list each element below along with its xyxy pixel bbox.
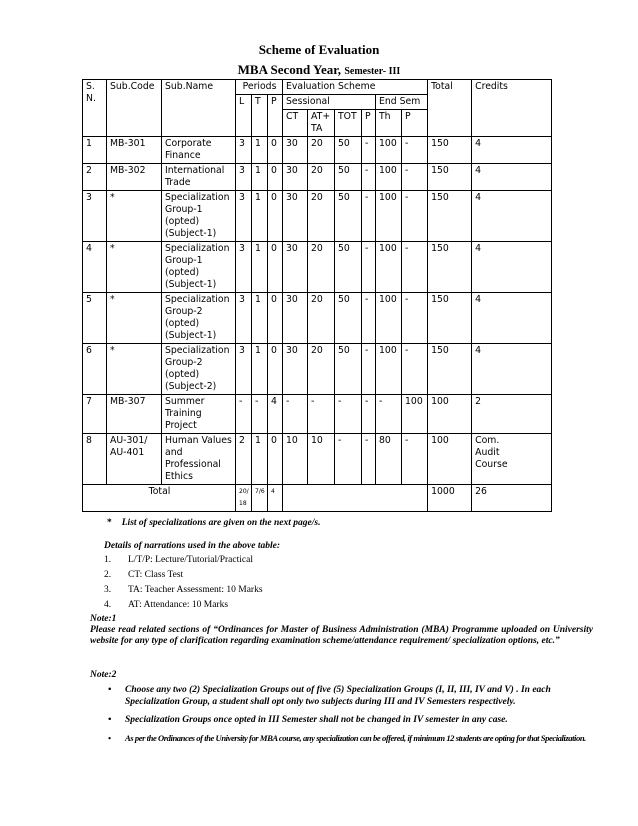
cell-th: 100 — [376, 164, 402, 191]
table-row — [83, 164, 552, 191]
cell-p: 0 — [268, 242, 283, 293]
cell-name: International Trade — [162, 164, 236, 191]
cell-credits: 4 — [472, 242, 552, 293]
cell-t: 1 — [252, 242, 268, 293]
cell-ct: - — [283, 395, 308, 434]
cell-at: 20 — [308, 242, 335, 293]
cell-th: 100 — [376, 242, 402, 293]
cell-total: 150 — [428, 293, 472, 344]
cell-p2: - — [362, 344, 376, 395]
cell-credits: 4 — [472, 137, 552, 164]
cell-p2: - — [362, 293, 376, 344]
cell-t: 1 — [252, 137, 268, 164]
table-row — [83, 242, 552, 293]
cell-l: 3 — [236, 191, 252, 242]
cell-th: 80 — [376, 434, 402, 485]
header-sno: S. N. — [83, 80, 107, 137]
cell-th: 100 — [376, 137, 402, 164]
cell-l: 2 — [236, 434, 252, 485]
cell-p2: - — [362, 434, 376, 485]
cell-name: Corporate Finance — [162, 137, 236, 164]
cell-sn: 5 — [83, 293, 107, 344]
cell-total: 150 — [428, 344, 472, 395]
cell-tot: - — [335, 395, 362, 434]
header-P: P — [268, 95, 283, 137]
list-item — [104, 568, 263, 583]
cell-sn: 2 — [83, 164, 107, 191]
note1-text: Please read related sections of “Ordinances for Master of Business Administration (MBA) Programme uploaded on University website for any type of clarification regarding examination scheme/attendance requirement/ specialization options, etc.” — [90, 625, 593, 646]
bullet-item — [90, 684, 593, 708]
page-subtitle — [0, 62, 638, 78]
cell-t: 1 — [252, 164, 268, 191]
cell-total: 150 — [428, 137, 472, 164]
cell-ct: 30 — [283, 137, 308, 164]
cell-code: * — [107, 293, 162, 344]
bullet-text: Choose any two (2) Specialization Groups out of five (5) Specialization Groups (I, II, III, IV and V) . In each Specialization Group, a student shall opt only two subjects during III and IV Semesters respectively. — [125, 685, 551, 707]
note2-heading: Note:2 — [90, 670, 117, 680]
header-periods: Periods — [236, 80, 283, 95]
cell-code: * — [107, 344, 162, 395]
bullet-item — [90, 732, 593, 744]
list-item-text: AT: Attendance: 10 Marks — [128, 600, 229, 610]
cell-l: 3 — [236, 242, 252, 293]
cell-l: - — [236, 395, 252, 434]
cell-p3: - — [402, 242, 428, 293]
cell-p3: - — [402, 137, 428, 164]
cell-l: 3 — [236, 293, 252, 344]
cell-l: 3 — [236, 344, 252, 395]
cell-name: Summer Training Project — [162, 395, 236, 434]
cell-name: Specialization Group-1 (opted) (Subject-1) — [162, 242, 236, 293]
cell-total: 150 — [428, 164, 472, 191]
list-item — [104, 553, 263, 568]
cell-at: 20 — [308, 137, 335, 164]
total-credits: 26 — [472, 485, 552, 512]
cell-p2: - — [362, 137, 376, 164]
list-item-number: 4. — [104, 600, 112, 610]
cell-sn: 7 — [83, 395, 107, 434]
cell-credits: 4 — [472, 293, 552, 344]
header-subcode: Sub.Code — [107, 80, 162, 137]
list-item — [104, 583, 263, 598]
bullet-dot-icon: • — [108, 685, 112, 695]
cell-total: 100 — [428, 395, 472, 434]
footnote-text: List of specializations are given on the next page/s. — [121, 518, 321, 528]
footnote-star: * — [107, 518, 112, 528]
bullet-text: Specialization Groups once opted in III Semester shall not be changed in IV semester in any case. — [125, 715, 508, 725]
cell-l: 3 — [236, 164, 252, 191]
header-th: Th — [376, 110, 402, 137]
list-item — [104, 598, 263, 613]
cell-tot: 50 — [335, 242, 362, 293]
cell-p3: - — [402, 293, 428, 344]
list-item-number: 2. — [104, 570, 112, 580]
table-body — [83, 80, 552, 512]
cell-sn: 1 — [83, 137, 107, 164]
header-endsem: End Sem — [376, 95, 428, 110]
subtitle-semester: Semester- III — [344, 66, 401, 77]
header-sessional: Sessional — [283, 95, 376, 110]
cell-sn: 3 — [83, 191, 107, 242]
cell-ct: 30 — [283, 242, 308, 293]
cell-credits: Com. Audit Course — [472, 434, 552, 485]
cell-ct: 30 — [283, 293, 308, 344]
bullet-dot-icon: • — [108, 715, 112, 725]
cell-name: Specialization Group-2 (opted) (Subject-2) — [162, 344, 236, 395]
list-item-number: 1. — [104, 555, 112, 565]
cell-t: 1 — [252, 344, 268, 395]
cell-credits: 4 — [472, 164, 552, 191]
cell-total: 150 — [428, 242, 472, 293]
cell-at: 20 — [308, 293, 335, 344]
cell-t: 1 — [252, 434, 268, 485]
cell-sn: 6 — [83, 344, 107, 395]
cell-l: 3 — [236, 137, 252, 164]
bullet-item — [90, 714, 593, 726]
cell-ct: 30 — [283, 164, 308, 191]
cell-name: Specialization Group-2 (opted) (Subject-1) — [162, 293, 236, 344]
cell-t: - — [252, 395, 268, 434]
table-row — [83, 293, 552, 344]
cell-total: 100 — [428, 434, 472, 485]
header-evaluation: Evaluation Scheme — [283, 80, 428, 95]
cell-p2: - — [362, 395, 376, 434]
cell-p: 0 — [268, 164, 283, 191]
cell-at: 20 — [308, 164, 335, 191]
table-row — [83, 344, 552, 395]
cell-credits: 2 — [472, 395, 552, 434]
header-p2: P — [362, 110, 376, 137]
cell-code: * — [107, 191, 162, 242]
cell-th: 100 — [376, 293, 402, 344]
cell-p: 4 — [268, 395, 283, 434]
cell-th: 100 — [376, 191, 402, 242]
header-subname: Sub.Name — [162, 80, 236, 137]
cell-p2: - — [362, 164, 376, 191]
cell-credits: 4 — [472, 344, 552, 395]
total-label: Total — [83, 485, 236, 512]
cell-code: MB-302 — [107, 164, 162, 191]
cell-th: - — [376, 395, 402, 434]
cell-p3: - — [402, 164, 428, 191]
cell-code: * — [107, 242, 162, 293]
cell-code: AU-301/ AU-401 — [107, 434, 162, 485]
cell-ct: 10 — [283, 434, 308, 485]
cell-credits: 4 — [472, 191, 552, 242]
table-row — [83, 191, 552, 242]
total-blank — [283, 485, 428, 512]
header-total: Total — [428, 80, 472, 137]
header-tot: TOT — [335, 110, 362, 137]
cell-at: 20 — [308, 344, 335, 395]
cell-tot: 50 — [335, 164, 362, 191]
cell-code: MB-301 — [107, 137, 162, 164]
note1-heading: Note:1 — [90, 614, 117, 624]
header-row — [83, 80, 552, 95]
cell-at: - — [308, 395, 335, 434]
table-row — [83, 137, 552, 164]
table-row — [83, 395, 552, 434]
cell-p3: - — [402, 191, 428, 242]
cell-at: 20 — [308, 191, 335, 242]
total-P: 4 — [268, 485, 283, 512]
cell-p: 0 — [268, 344, 283, 395]
cell-t: 1 — [252, 191, 268, 242]
cell-th: 100 — [376, 344, 402, 395]
details-list — [104, 553, 263, 613]
list-item-number: 3. — [104, 585, 112, 595]
cell-ct: 30 — [283, 191, 308, 242]
cell-p: 0 — [268, 293, 283, 344]
cell-code: MB-307 — [107, 395, 162, 434]
cell-p3: 100 — [402, 395, 428, 434]
cell-p: 0 — [268, 191, 283, 242]
cell-tot: 50 — [335, 344, 362, 395]
cell-tot: - — [335, 434, 362, 485]
bullet-text: As per the Ordinances of the University for MBA course, any specialization can be offered, if minimum 12 students are opting for that Specialization. — [125, 733, 586, 743]
cell-ct: 30 — [283, 344, 308, 395]
cell-name: Specialization Group-1 (opted) (Subject-1) — [162, 191, 236, 242]
total-value: 1000 — [428, 485, 472, 512]
cell-t: 1 — [252, 293, 268, 344]
header-L: L — [236, 95, 252, 137]
cell-p: 0 — [268, 434, 283, 485]
page-title: Scheme of Evaluation — [258, 42, 380, 57]
list-item-text: TA: Teacher Assessment: 10 Marks — [128, 585, 263, 595]
list-item-text: CT: Class Test — [128, 570, 184, 580]
header-T: T — [252, 95, 268, 137]
cell-name: Human Values and Professional Ethics — [162, 434, 236, 485]
evaluation-scheme-table — [82, 79, 552, 512]
cell-p3: - — [402, 434, 428, 485]
header-atta: AT+ TA — [308, 110, 335, 137]
cell-p2: - — [362, 191, 376, 242]
header-ct: CT — [283, 110, 308, 137]
cell-tot: 50 — [335, 137, 362, 164]
subtitle-main: MBA Second Year, — [237, 62, 342, 77]
total-T: 7/6 — [252, 485, 268, 512]
table-row — [83, 434, 552, 485]
cell-total: 150 — [428, 191, 472, 242]
bullet-dot-icon: • — [108, 733, 111, 743]
cell-sn: 4 — [83, 242, 107, 293]
header-credits: Credits — [472, 80, 552, 137]
list-item-text: L/T/P: Lecture/Tutorial/Practical — [128, 555, 253, 565]
cell-tot: 50 — [335, 191, 362, 242]
specialization-footnote — [107, 518, 320, 528]
header-p3: P — [402, 110, 428, 137]
cell-sn: 8 — [83, 434, 107, 485]
cell-p3: - — [402, 344, 428, 395]
total-row — [83, 485, 552, 512]
total-L: 20/18 — [236, 485, 252, 512]
cell-p2: - — [362, 242, 376, 293]
note2-bullet-list — [90, 684, 593, 750]
details-heading: Details of narrations used in the above table: — [104, 541, 281, 551]
cell-p: 0 — [268, 137, 283, 164]
cell-tot: 50 — [335, 293, 362, 344]
cell-at: 10 — [308, 434, 335, 485]
